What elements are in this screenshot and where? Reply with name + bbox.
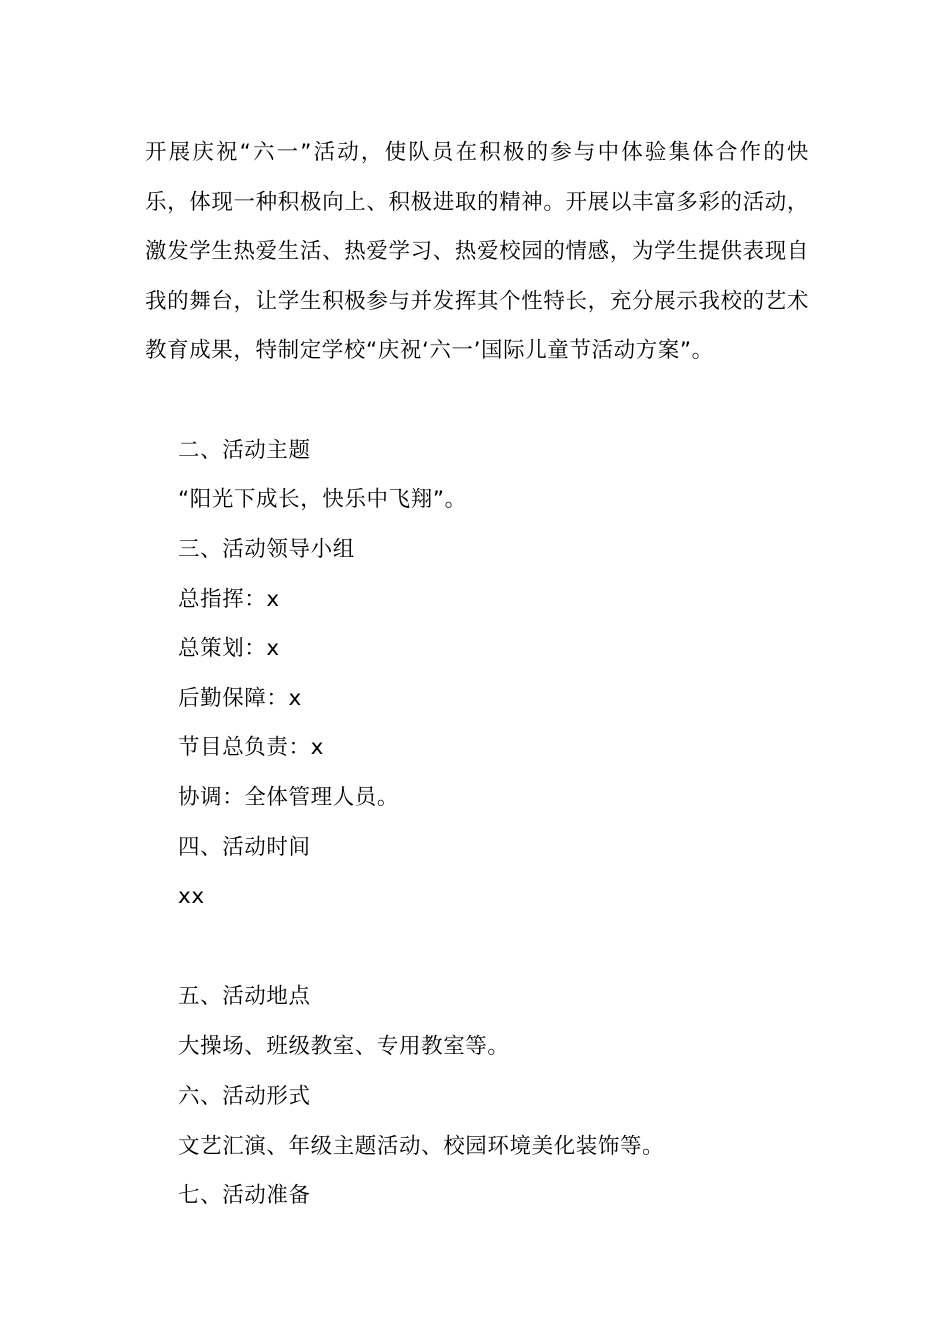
form-heading: 六、活动形式 xyxy=(178,1084,311,1109)
time-text: xx xyxy=(178,884,205,909)
theme-text: “阳光下成长，快乐中飞翔”。 xyxy=(178,487,467,512)
theme-heading: 二、活动主题 xyxy=(178,438,311,463)
commander-line: 总指挥：x xyxy=(178,587,280,612)
place-heading: 五、活动地点 xyxy=(178,984,311,1009)
intro-paragraph: 开展庆祝“六一”活动，使队员在积极的参与中体验集体合作的快乐，体现一种积极向上、积极进取的精神。开展以丰富多彩的活动，激发学生热爱生活、热爱学习、热爱校园的情感，为学生提供表现自我的舞台，让学生积极参与并发挥其个性特长，充分展示我校的艺术教育成果，特制定学校“庆祝‘六一’国际儿童节活动方案”。 xyxy=(145,140,809,364)
planner-line: 总策划：x xyxy=(178,636,280,661)
coordination-line: 协调：全体管理人员。 xyxy=(178,785,400,810)
place-text: 大操场、班级教室、专用教室等。 xyxy=(178,1034,510,1059)
logistics-line: 后勤保障：x xyxy=(178,686,302,711)
prep-heading: 七、活动准备 xyxy=(178,1183,311,1208)
leadership-heading: 三、活动领导小组 xyxy=(178,537,355,562)
time-heading: 四、活动时间 xyxy=(178,835,311,860)
form-text: 文艺汇演、年级主题活动、校园环境美化装饰等。 xyxy=(178,1134,665,1159)
program-lead-line: 节目总负责：x xyxy=(178,735,324,760)
